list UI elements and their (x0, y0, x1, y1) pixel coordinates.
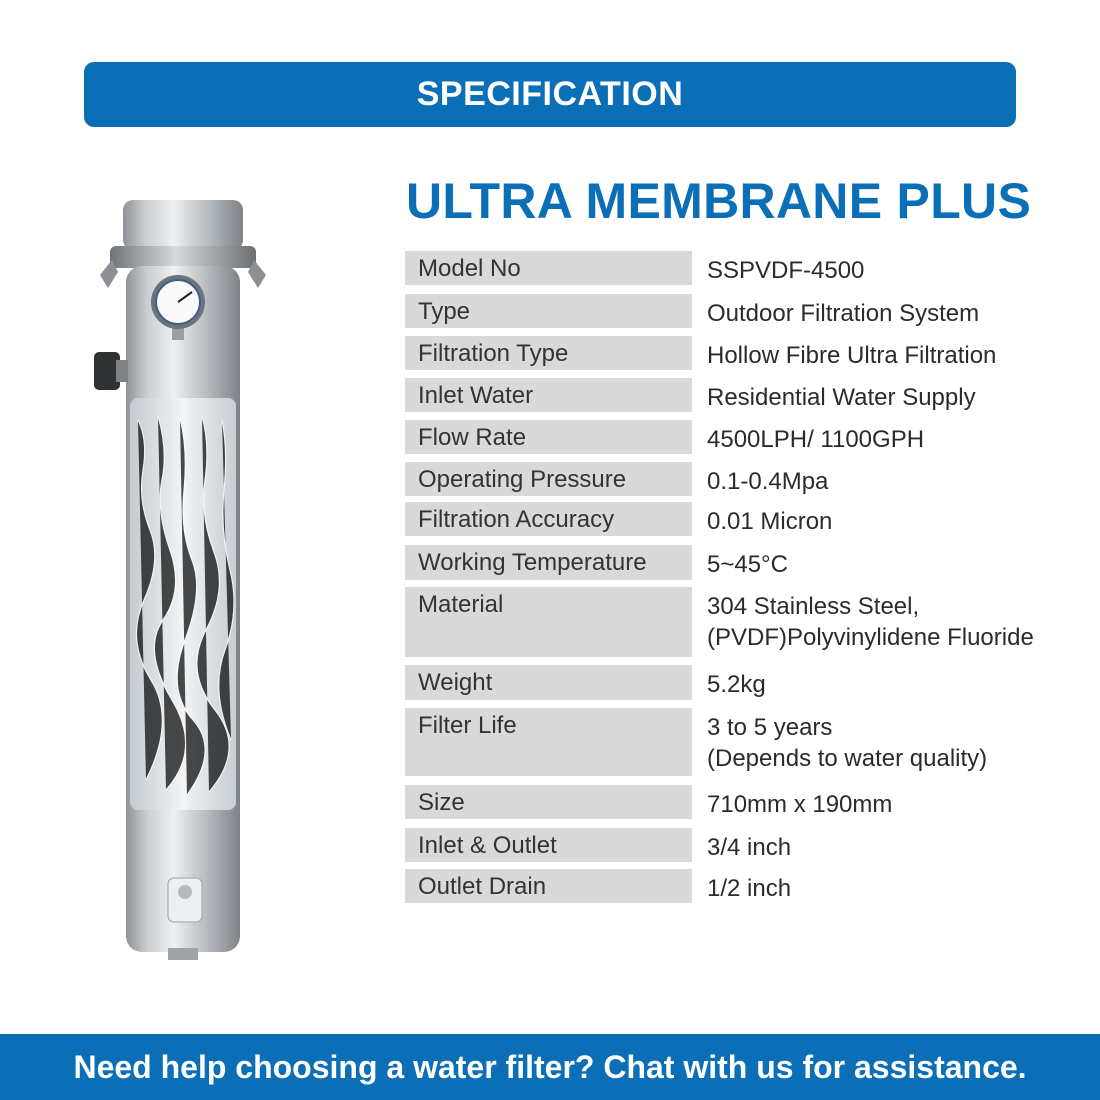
help-footer-text: Need help choosing a water filter? Chat with us for assistance. (73, 1048, 1027, 1085)
spec-value: 1/2 inch (693, 869, 1093, 903)
spec-value: 5.2kg (693, 665, 1093, 700)
spec-row-filter-life (405, 708, 1085, 776)
spec-row-weight (405, 665, 1085, 700)
spec-row-inlet-water (405, 378, 1085, 412)
spec-value: 304 Stainless Steel, (PVDF)Polyvinylidene Fluoride (693, 587, 1093, 657)
spec-label: Outlet Drain (405, 869, 692, 903)
spec-row-inlet-outlet (405, 828, 1085, 862)
spec-row-working-temperature (405, 545, 1085, 580)
spec-row-filtration-type (405, 336, 1085, 370)
spec-value: 0.01 Micron (693, 502, 1093, 536)
spec-value: 5~45°C (693, 545, 1093, 580)
spec-row-outlet-drain (405, 869, 1085, 903)
spec-label: Size (405, 785, 692, 819)
spec-row-size (405, 785, 1085, 819)
filter-housing-image (88, 180, 288, 970)
spec-row-operating-pressure (405, 462, 1085, 496)
spec-value: 0.1-0.4Mpa (693, 462, 1093, 496)
spec-label: Flow Rate (405, 420, 692, 454)
product-title: ULTRA MEMBRANE PLUS (406, 173, 1032, 229)
spec-row-model-no (405, 251, 1085, 285)
spec-label: Weight (405, 665, 692, 700)
spec-row-type (405, 294, 1085, 328)
spec-label: Working Temperature (405, 545, 692, 580)
spec-value: Residential Water Supply (693, 378, 1093, 412)
help-footer-banner[interactable] (0, 1034, 1100, 1100)
spec-row-flow-rate (405, 420, 1085, 454)
spec-label: Filtration Accuracy (405, 502, 692, 536)
spec-value: 3/4 inch (693, 828, 1093, 862)
banner-title: SPECIFICATION (416, 75, 684, 113)
spec-label: Model No (405, 251, 692, 285)
spec-value: SSPVDF-4500 (693, 251, 1093, 285)
spec-value: 4500LPH/ 1100GPH (693, 420, 1093, 454)
spec-value: Outdoor Filtration System (693, 294, 1093, 328)
spec-label: Operating Pressure (405, 462, 692, 496)
spec-label: Type (405, 294, 692, 328)
spec-label: Material (405, 587, 692, 657)
spec-label: Filtration Type (405, 336, 692, 370)
spec-value: 3 to 5 years (Depends to water quality) (693, 708, 1093, 776)
spec-label: Inlet & Outlet (405, 828, 692, 862)
specification-banner (84, 62, 1016, 127)
spec-value: 710mm x 190mm (693, 785, 1093, 819)
spec-label: Filter Life (405, 708, 692, 776)
spec-label: Inlet Water (405, 378, 692, 412)
spec-row-material (405, 587, 1085, 657)
spec-value: Hollow Fibre Ultra Filtration (693, 336, 1093, 370)
spec-row-filtration-accuracy (405, 502, 1085, 536)
filter-housing-illustration (88, 180, 288, 970)
